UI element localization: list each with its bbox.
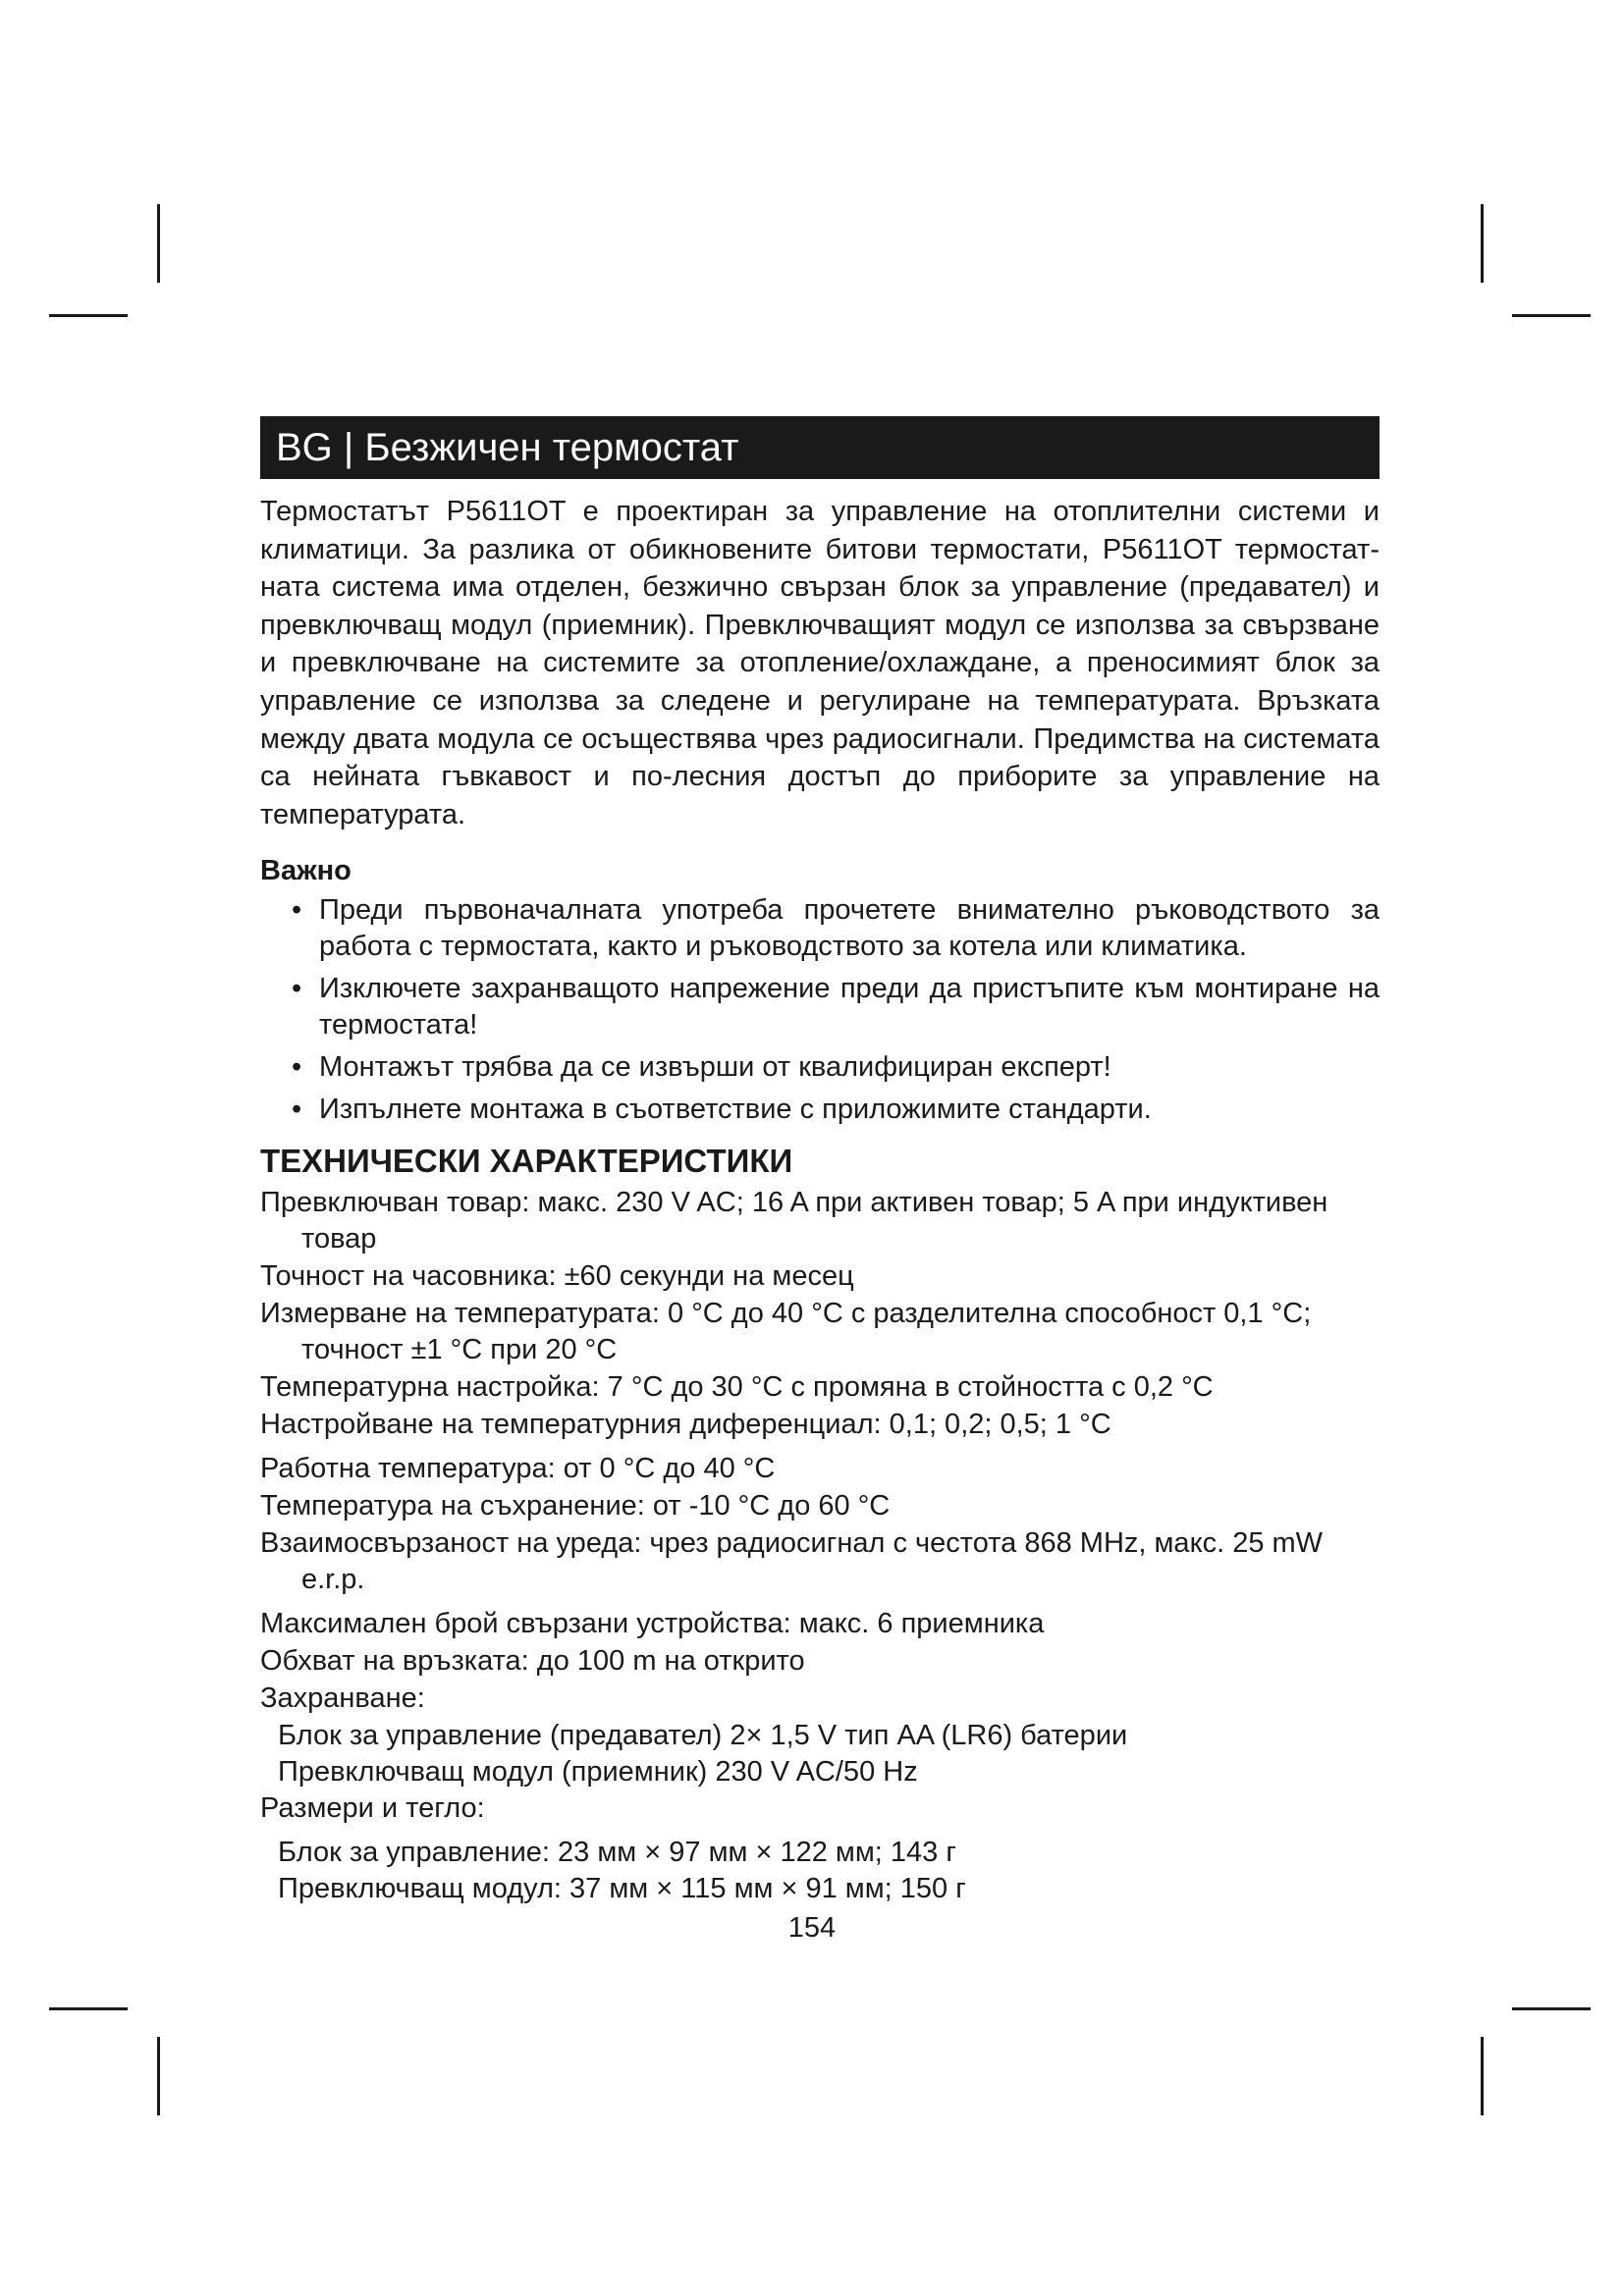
crop-mark-top-right-horizontal	[1512, 314, 1591, 317]
spec-item: Температура на съхранение: от -10 °C до 60 °C	[260, 1490, 891, 1522]
spec-item: Превключван товар: макс. 230 V AC; 16 A при активен товар; 5 A при индуктивен товар	[260, 1187, 1328, 1255]
spec-item: Измерване на температурата: 0 °C до 40 °C с разделителна способност 0,1 °C; точност ±1 °C при 20 °C	[260, 1298, 1312, 1366]
crop-mark-top-left-vertical	[157, 204, 160, 283]
important-item: • Монтажът трябва да се извърши от квалифициран експерт!	[260, 1049, 1380, 1086]
crop-mark-bottom-left-horizontal	[49, 2007, 128, 2010]
power-item: Превключващ модул (приемник) 230 V AC/50 Hz	[278, 1756, 918, 1789]
important-item: • Изпълнете монтажа в съответствие с приложимите стандарти.	[260, 1092, 1380, 1128]
bullet-icon: •	[292, 1051, 302, 1084]
spec-item: Работна температура: от 0 °C до 40 °C	[260, 1453, 776, 1485]
spec-item: Настройване на температурния диференциал: 0,1; 0,2; 0,5; 1 °C	[260, 1409, 1111, 1441]
power-item: Блок за управление (предавател) 2× 1,5 V тип AA (LR6) батерии	[278, 1720, 1128, 1752]
intro-paragraph: Термостатът P5611OT е проектиран за управление на отоплителни системи и климатици. За разлика от обикновените битови термостати, P5611OT термостатната система има отделен, безжично свързан блок за управление (предавател) и превключващ модул (приемник). Превключващият модул се използва за свързване и превключване на системите за отопление/охлаждане, а преносимият блок за управление се използва за следене и регулиране на температурата. Връзката между двата модула се осъществява чрез радиосигнали. Предимства на системата са нейната гъвкавост и по-лесния достъп до приборите за управление на температурата.	[260, 496, 1380, 830]
section-header: BG | Безжичен термостат	[260, 416, 1380, 479]
spec-item: Точност на часовника: ±60 секунди на месец	[260, 1260, 854, 1293]
specs-heading: ТЕХНИЧЕСКИ ХАРАКТЕРИСТИКИ	[260, 1143, 793, 1180]
bullet-icon: •	[292, 973, 302, 1005]
page-content	[260, 416, 1380, 1907]
spec-item: Максимален брой свързани устройства: макс. 6 приемника	[260, 1608, 1045, 1640]
spec-item: Захранване:	[260, 1682, 425, 1715]
important-item: • Изключете захранващото напрежение преди да пристъпите към монтиране на термостата!	[292, 973, 1380, 1041]
dimensions-item: Превключващ модул: 37 мм × 115 мм × 91 мм; 150 г	[278, 1873, 966, 1905]
spec-item: Температурна настройка: 7 °C до 30 °C с промяна в стойността с 0,2 °C	[260, 1371, 1214, 1404]
bullet-icon: •	[292, 1094, 302, 1126]
important-item: • Преди първоначалната употреба прочетете внимателно ръководството за работа с термостата, както и ръководството за котела или климатика.	[292, 894, 1380, 963]
bullet-icon: •	[292, 894, 302, 927]
important-list	[260, 892, 1380, 1128]
page-number: 154	[787, 1912, 837, 1944]
dimensions-label: Размери и тегло:	[260, 1792, 485, 1825]
spec-item: Взаимосвързаност на уреда: чрез радиосигнал с честота 868 MHz, макс. 25 mW e.r.p.	[260, 1527, 1324, 1596]
spec-item: Обхват на връзката: до 100 m на открито	[260, 1645, 805, 1678]
crop-mark-bottom-left-vertical	[157, 2037, 160, 2115]
crop-mark-bottom-right-horizontal	[1512, 2007, 1591, 2010]
important-heading: Важно	[260, 855, 352, 887]
crop-mark-top-right-vertical	[1481, 204, 1484, 283]
crop-mark-top-left-horizontal	[49, 314, 128, 317]
dimensions-item: Блок за управление: 23 мм × 97 мм × 122 мм; 143 г	[278, 1837, 956, 1869]
crop-mark-bottom-right-vertical	[1481, 2037, 1484, 2115]
